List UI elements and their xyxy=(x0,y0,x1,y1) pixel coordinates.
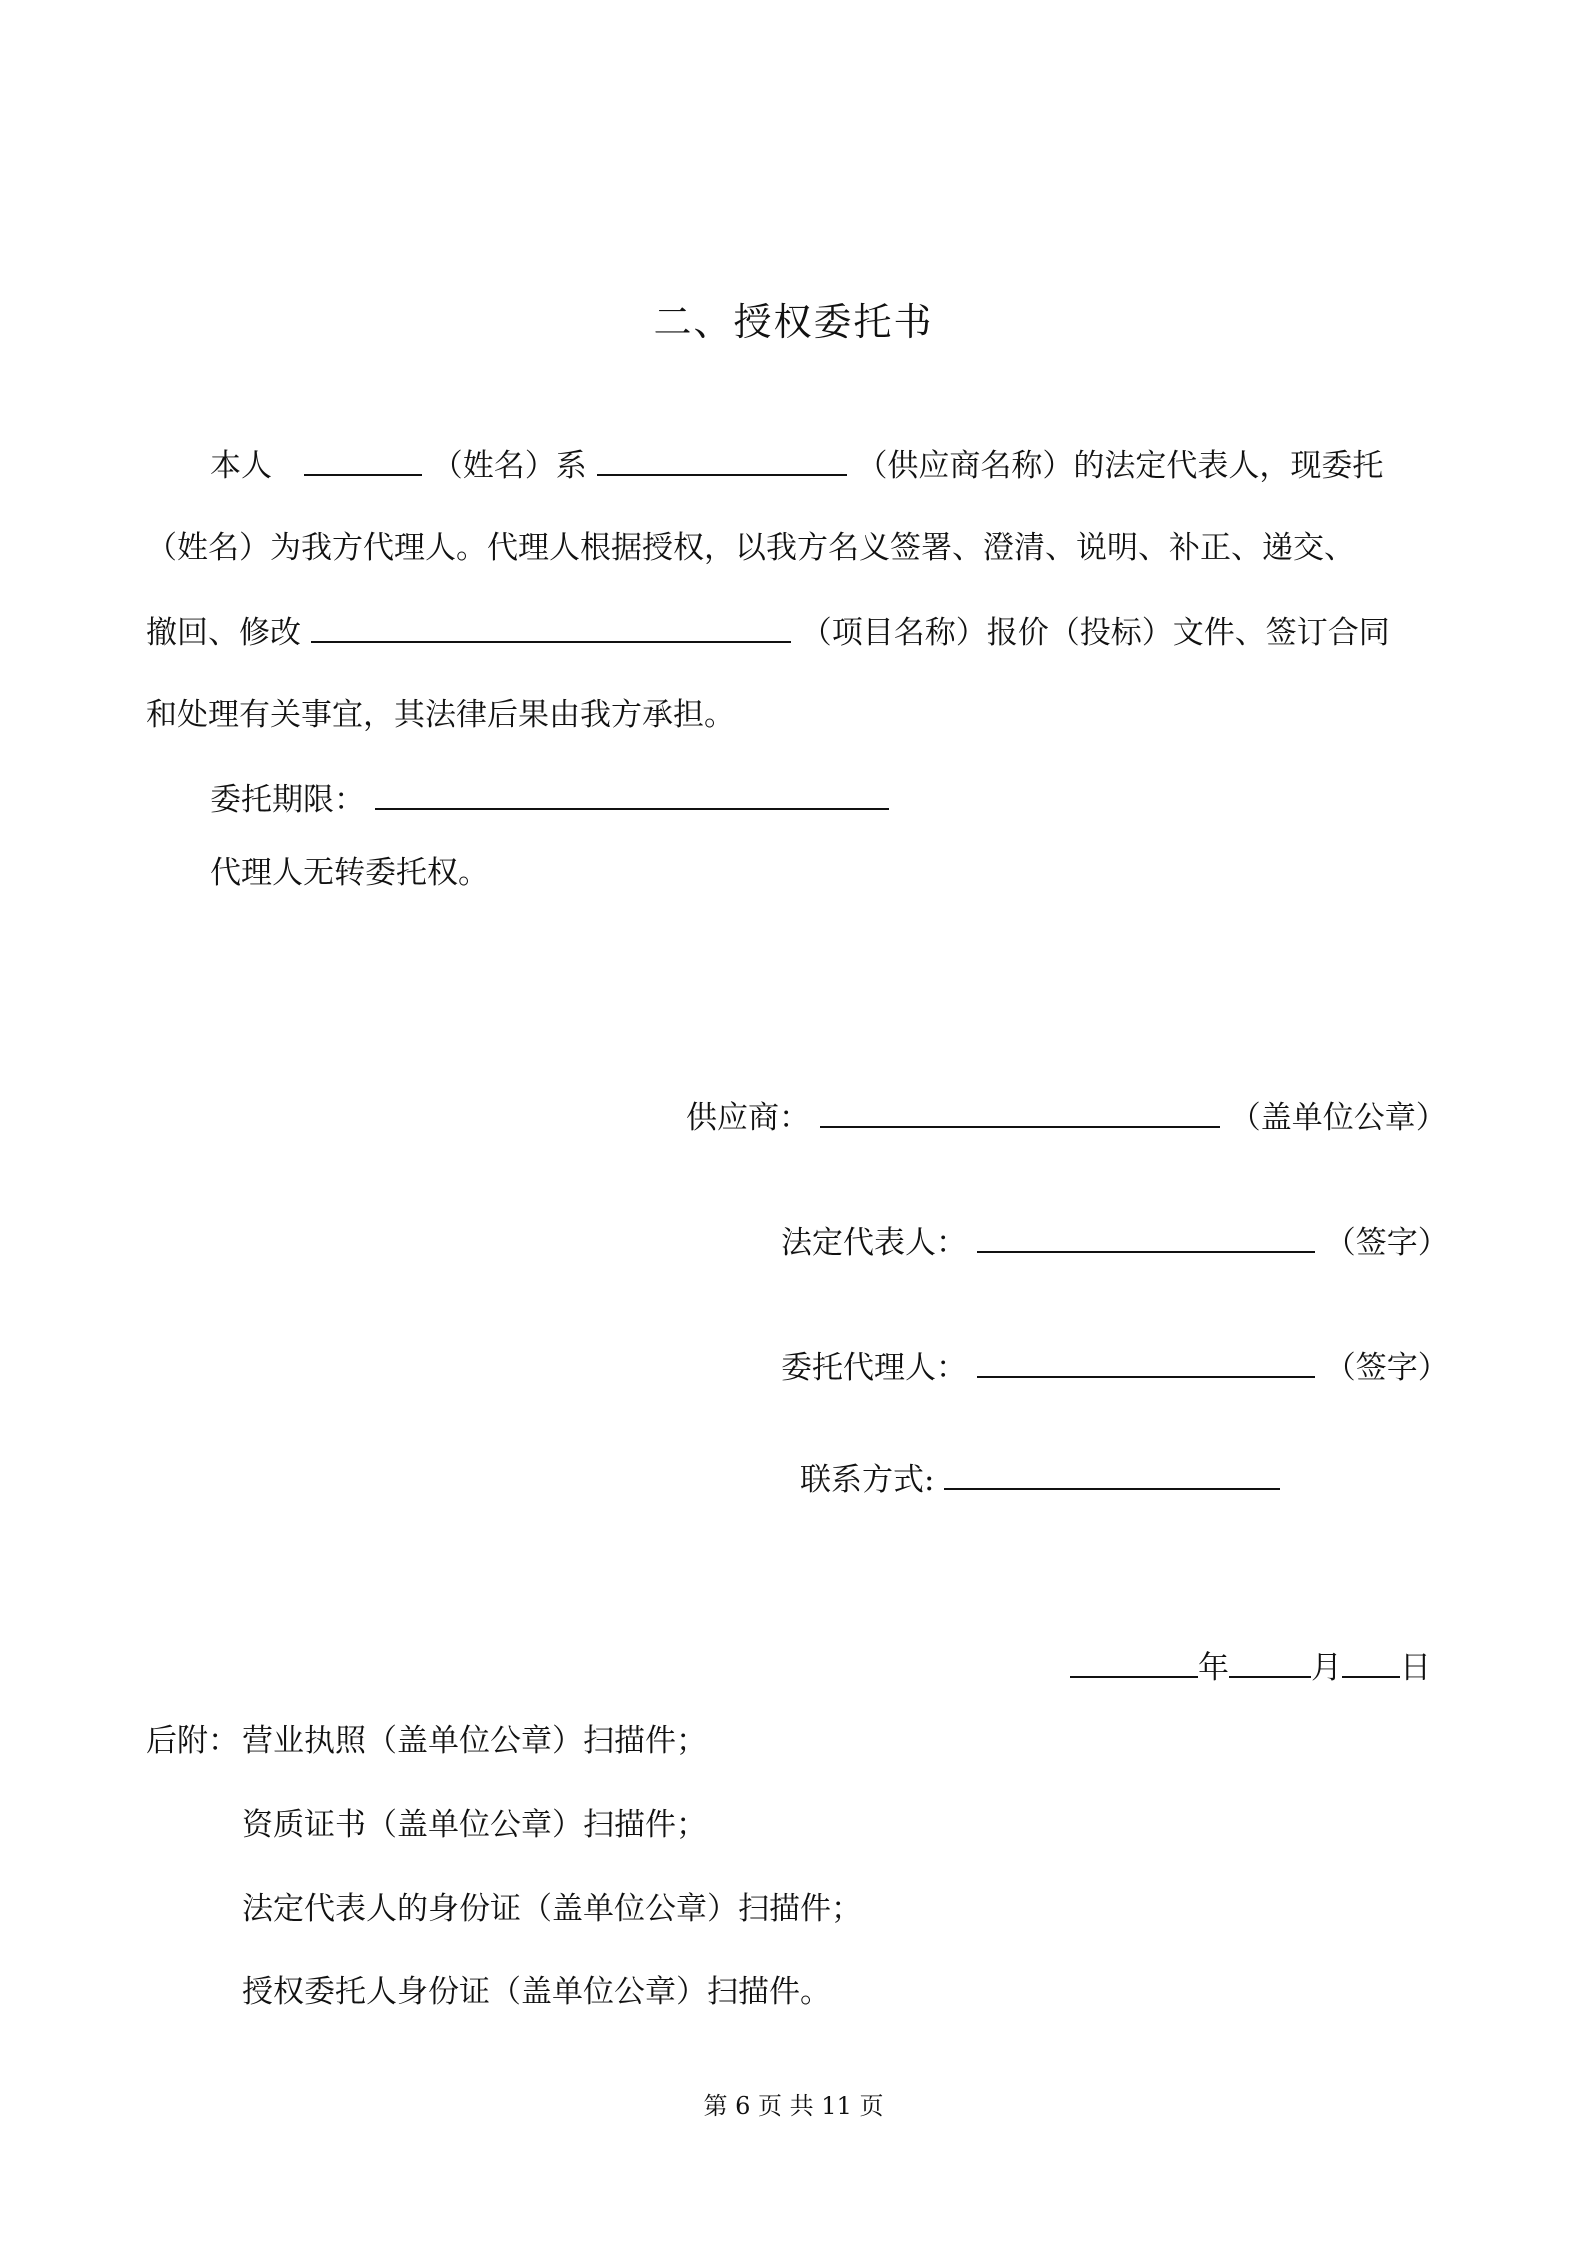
term-line xyxy=(210,778,889,820)
supplier-blank[interactable] xyxy=(820,1096,1220,1128)
contact-blank[interactable] xyxy=(944,1458,1280,1490)
attachment-item: 资质证书（盖单位公章）扫描件； xyxy=(242,1807,707,1843)
supplier-name-blank[interactable] xyxy=(597,444,847,476)
attachment-item: 营业执照（盖单位公章）扫描件； xyxy=(242,1723,707,1759)
date-line xyxy=(1070,1646,1431,1688)
day-label: 日 xyxy=(1400,1650,1431,1686)
month-label: 月 xyxy=(1311,1650,1342,1686)
legal-rep-label: 法定代表人： xyxy=(781,1225,967,1261)
month-blank[interactable] xyxy=(1229,1646,1311,1678)
project-name-blank[interactable] xyxy=(311,611,791,643)
supplier-suffix: （盖单位公章） xyxy=(1229,1100,1447,1136)
body-line-3 xyxy=(146,611,1390,653)
attachment-item: 法定代表人的身份证（盖单位公章）扫描件； xyxy=(242,1891,862,1927)
supplier-line xyxy=(686,1096,1447,1138)
body-line-2: （姓名）为我方代理人。代理人根据授权，以我方名义签署、澄清、说明、补正、递交、 xyxy=(146,530,1355,566)
body-line-1 xyxy=(210,444,1383,486)
contact-line xyxy=(800,1458,1280,1500)
attachment-prefix: 后附： xyxy=(146,1723,239,1759)
agent-line xyxy=(781,1346,1449,1388)
body-line-4: 和处理有关事宜，其法律后果由我方承担。 xyxy=(146,697,735,733)
legal-rep-line xyxy=(781,1221,1449,1263)
term-label: 委托期限： xyxy=(210,782,365,818)
supplier-label: 供应商： xyxy=(686,1100,810,1136)
text-supplier-hint: （供应商名称）的法定代表人，现委托 xyxy=(856,448,1384,484)
agent-blank[interactable] xyxy=(977,1346,1315,1378)
page-footer: 第 6 页 共 11 页 xyxy=(703,2092,884,2120)
document-title: 二、授权委托书 xyxy=(653,300,934,344)
term-blank[interactable] xyxy=(375,778,889,810)
legal-rep-blank[interactable] xyxy=(977,1221,1315,1253)
agent-suffix: （签字） xyxy=(1324,1350,1449,1386)
agent-label: 委托代理人： xyxy=(781,1350,967,1386)
legal-rep-suffix: （签字） xyxy=(1324,1225,1449,1261)
contact-label: 联系方式: xyxy=(800,1462,935,1498)
year-blank[interactable] xyxy=(1070,1646,1198,1678)
attachment-item: 授权委托人身份证（盖单位公章）扫描件。 xyxy=(242,1974,831,2010)
day-blank[interactable] xyxy=(1342,1646,1400,1678)
text-revoke-modify: 撤回、修改 xyxy=(146,615,301,651)
principal-name-blank[interactable] xyxy=(304,444,422,476)
text-ben-ren: 本人 xyxy=(210,448,272,484)
no-subdelegation-text: 代理人无转委托权。 xyxy=(210,855,489,891)
text-project-hint: （项目名称）报价（投标）文件、签订合同 xyxy=(800,615,1390,651)
year-label: 年 xyxy=(1198,1650,1229,1686)
text-name-hint: （姓名）系 xyxy=(431,448,587,484)
